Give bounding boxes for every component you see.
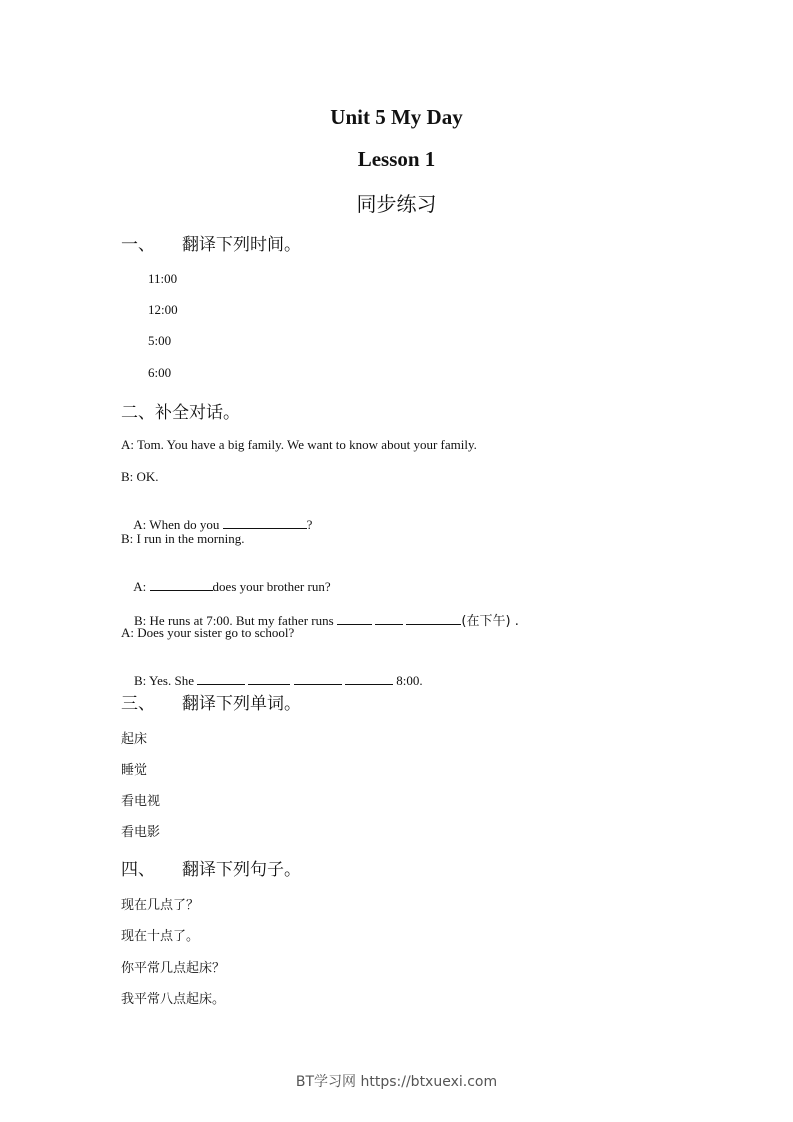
answer-blank[interactable] — [197, 672, 245, 685]
word-item: 看电视 — [121, 794, 161, 809]
time-item: 5:00 — [148, 333, 172, 348]
section-1-heading: 一、 翻译下列时间。 — [121, 235, 302, 255]
answer-blank[interactable] — [375, 612, 403, 625]
word-item: 起床 — [121, 732, 148, 747]
dialogue-text: A: — [133, 579, 150, 594]
time-item: 11:00 — [148, 271, 178, 286]
section-2-heading: 二、补全对话。 — [121, 403, 240, 423]
footer-watermark: BT学习网 https://btxuexi.com — [295, 1074, 498, 1090]
dialogue-text: (在下午) . — [461, 614, 519, 629]
dialogue-line: B: OK. — [121, 469, 159, 484]
dialogue-line: A: Does your sister go to school? — [121, 625, 295, 640]
dialogue-text: 8:00. — [392, 673, 423, 688]
dialogue-text: ? — [306, 517, 313, 532]
answer-blank[interactable] — [406, 612, 461, 625]
answer-blank[interactable] — [345, 672, 393, 685]
dialogue-line: A: Tom. You have a big family. We want to know about your family. — [121, 437, 477, 452]
section-4-heading: 四、 翻译下列句子。 — [121, 860, 302, 880]
sentence-item: 我平常八点起床。 — [121, 992, 226, 1007]
word-item: 看电影 — [121, 825, 161, 840]
answer-blank[interactable] — [337, 612, 372, 625]
answer-blank[interactable] — [223, 516, 307, 529]
dialogue-text: B: Yes. She — [134, 673, 198, 688]
answer-blank[interactable] — [248, 672, 290, 685]
answer-blank[interactable] — [150, 578, 213, 591]
document-subtitle: 同步练习 — [356, 192, 437, 216]
answer-blank[interactable] — [294, 672, 342, 685]
dialogue-line: B: I run in the morning. — [121, 531, 245, 546]
sentence-item: 现在十点了。 — [121, 929, 200, 944]
sentence-item: 你平常几点起床？ — [121, 961, 226, 976]
section-3-heading: 三、 翻译下列单词。 — [121, 694, 302, 714]
dialogue-text: does your brother run? — [212, 579, 331, 594]
document-title: Unit 5 My Day — [330, 105, 463, 129]
time-item: 12:00 — [148, 302, 178, 317]
time-item: 6:00 — [148, 365, 172, 380]
dialogue-text: A: When do you — [133, 517, 223, 532]
dialogue-text: B: He runs at 7:00. But my father runs — [134, 613, 337, 628]
sentence-item: 现在几点了？ — [121, 898, 200, 913]
lesson-title: Lesson 1 — [357, 147, 436, 171]
word-item: 睡觉 — [121, 763, 148, 778]
